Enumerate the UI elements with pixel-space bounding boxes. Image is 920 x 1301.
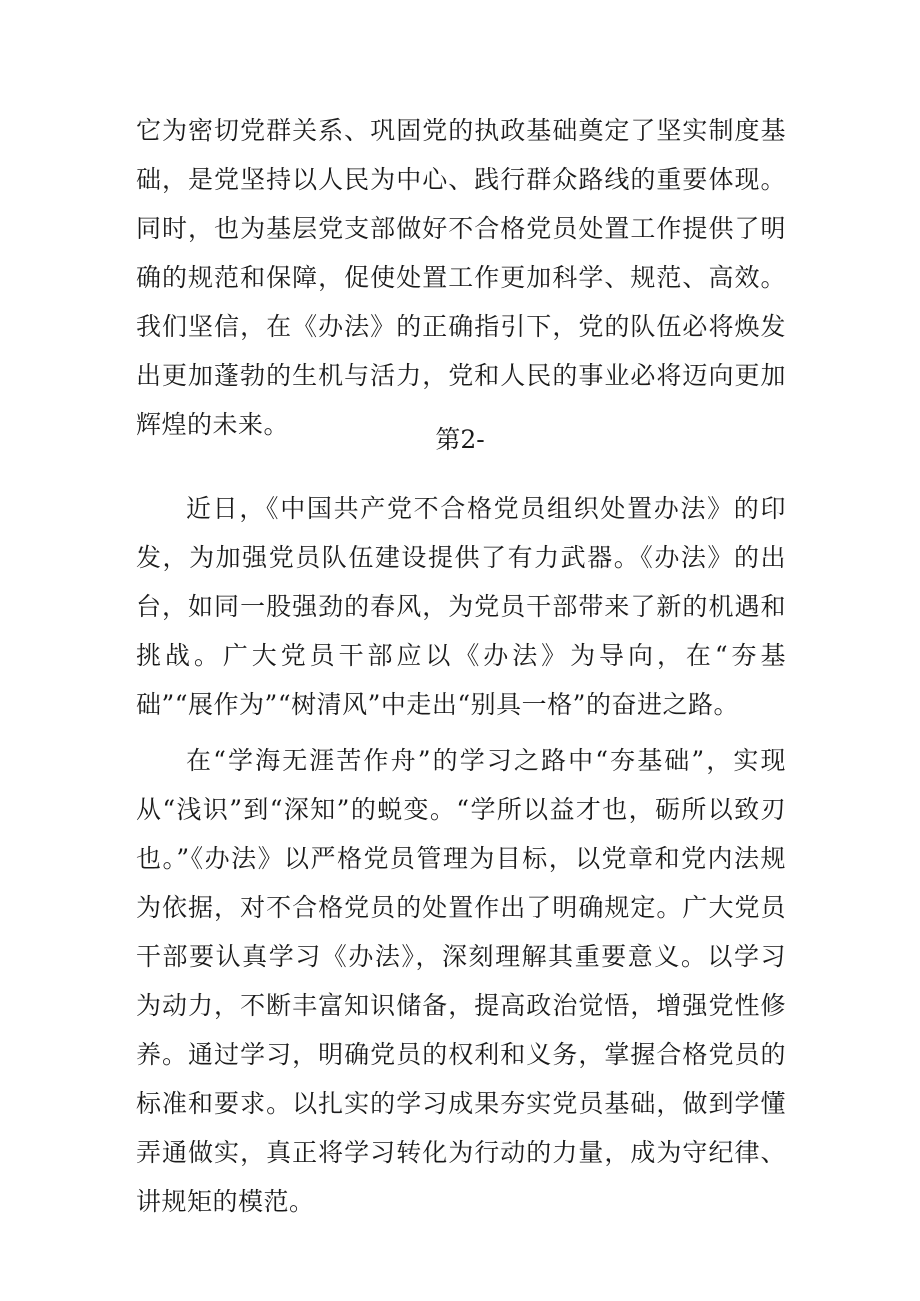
paragraph-continuation: 它为密切党群关系、巩固党的执政基础奠定了坚实制度基础，是党坚持以人民为中心、践行群众路线的重要体现。同时，也为基层党支部做好不合格党员处置工作提供了明确的规范和保障，促使处置工作更加科学、规范、高效。我们坚信，在《办法》的正确指引下，党的队伍必将焕发出更加蓬勃的生机与活力，党和人民的事业必将迈向更加辉煌的未来。 bbox=[136, 116, 786, 439]
paragraph-study: 在“学海无涯苦作舟”的学习之路中“夯基础”，实现从“浅识”到“深知”的蜕变。“学所以益才也，砺所以致刃也。”《办法》以严格党员管理为目标，以党章和党内法规为依据，对不合格党员的处置作出了明确规定。广大党员干部要认真学习《办法》，深刻理解其重要意义。以学习为动力，不断丰富知识储备，提高政治觉悟，增强党性修养。通过学习，明确党员的权利和义务，掌握合格党员的标准和要求。以扎实的学习成果夯实党员基础，做到学懂弄通做实，真正将学习转化为行动的力量，成为守纪律、讲规矩的模范。 bbox=[136, 746, 786, 1216]
section-heading: 第2- bbox=[435, 425, 485, 454]
paragraph-intro: 近日，《中国共产党不合格党员组织处置办法》的印发，为加强党员队伍建设提供了有力武器。《办法》的出台，如同一股强劲的春风，为党员干部带来了新的机遇和挑战。广大党员干部应以《办法》为导向，在“夯基础”“展作为”“树清风”中走出“别具一格”的奋进之路。 bbox=[136, 494, 786, 719]
